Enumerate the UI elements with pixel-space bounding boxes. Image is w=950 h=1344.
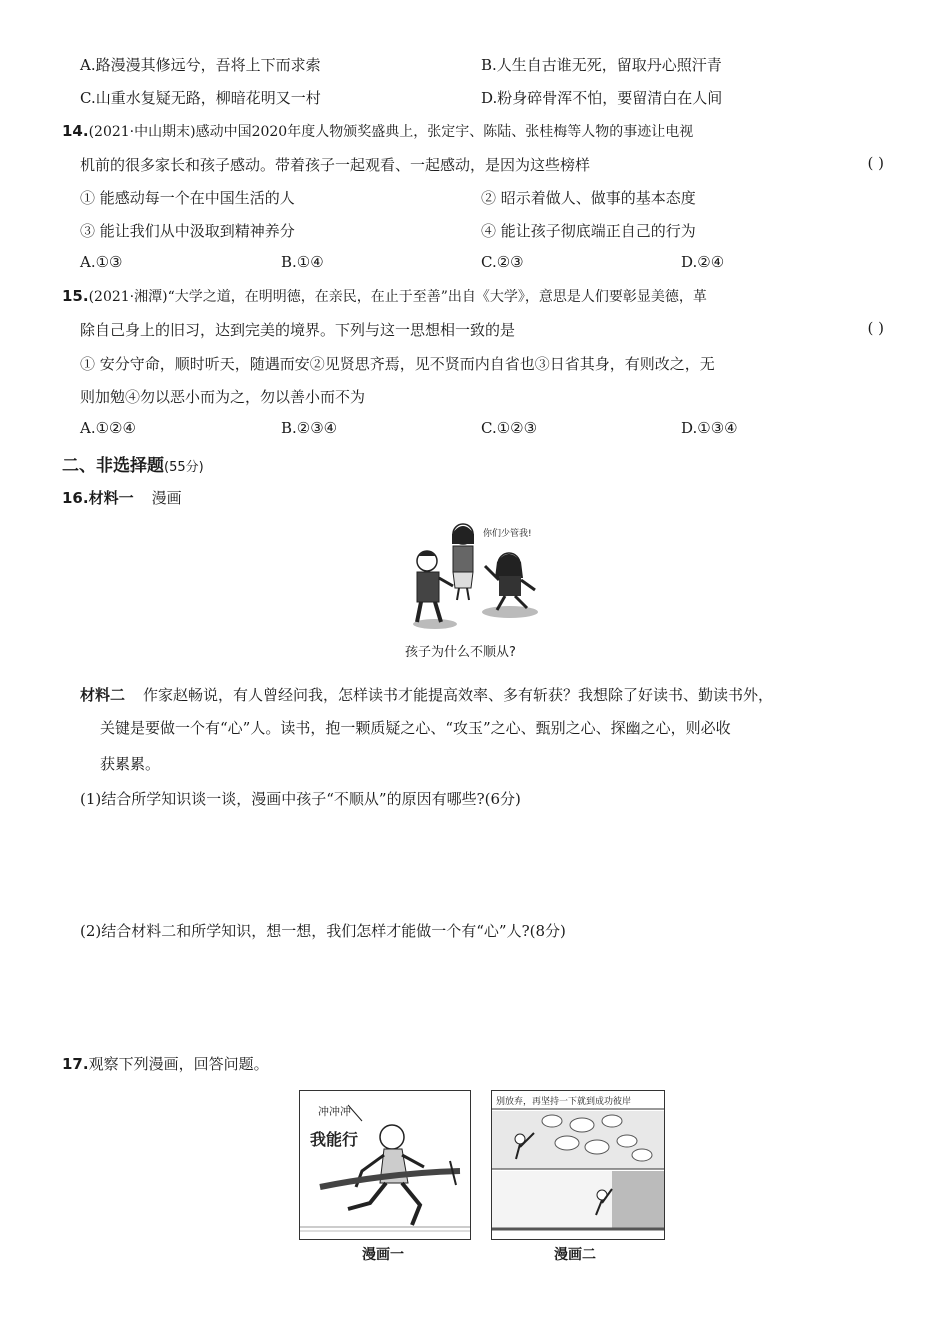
q17-comic2-caption: 漫画二	[554, 1247, 596, 1263]
q16-subquestion-1: (1)结合所学知识谈一谈，漫画中孩子“不顺从”的原因有哪些?(6分)	[80, 790, 521, 808]
section-heading	[62, 451, 204, 476]
q16-comic-bubble: 你们少管我!	[483, 529, 532, 539]
q14-item-3: ③ 能让我们从中汲取到精神养分	[80, 222, 295, 240]
q16-material2-text-line2: 关键是要做一个有“心”人。读书，抱一颗质疑之心、“攻玉”之心、甄别之心、探幽之心，则必收	[100, 719, 731, 737]
q15-text-line4: 则加勉④勿以恶小而为之，勿以善小而不为	[80, 388, 366, 406]
q16-material2-text-line1: 作家赵畅说，有人曾经问我，怎样读书才能提高效率、多有斩获？我想除了好读书、勤读书外，	[143, 686, 774, 704]
q13-option-c: C.山重水复疑无路，柳暗花明又一村	[80, 89, 321, 107]
q17-stem	[62, 1053, 269, 1074]
q15-option-c: C.①②③	[481, 419, 538, 437]
q16-material2-label: 材料二	[80, 686, 126, 704]
q16-material1-text: 漫画	[151, 489, 182, 507]
q15-text-line2: 除自己身上的旧习，达到完美的境界。下列与这一思想相一致的是	[80, 321, 516, 339]
q17-text: 观察下列漫画，回答问题。	[88, 1055, 269, 1073]
q15-stem-line1	[62, 286, 707, 306]
q17-number: 17.	[62, 1055, 89, 1073]
q13-option-d: D.粉身碎骨浑不怕，要留清白在人间	[481, 89, 723, 107]
q16-comic-drawing	[405, 516, 545, 641]
q14-option-a: A.①③	[80, 253, 123, 271]
q14-text-line2: 机前的很多家长和孩子感动。带着孩子一起观看、一起感动，是因为这些榜样	[80, 156, 591, 174]
q16-material1-label: 材料一	[88, 489, 134, 507]
q15-option-a: A.①②④	[80, 419, 136, 437]
q15-number: 15.	[62, 287, 89, 305]
q17-comic2-panel	[491, 1090, 665, 1240]
q14-answer-paren: ( )	[867, 154, 884, 172]
q14-text-line1: (2021·中山期末)感动中国2020年度人物颁奖盛典上，张定宇、陈陆、张桂梅等人物的事迹让电视	[88, 124, 694, 140]
q17-comic1-drawing	[300, 1091, 470, 1239]
q17-comic1-caption: 漫画一	[362, 1247, 404, 1263]
q15-option-b: B.②③④	[281, 419, 338, 437]
q14-option-d: D.②④	[681, 253, 725, 271]
q17-comic1-panel	[299, 1090, 471, 1240]
q16-material2-text-line3: 获累累。	[100, 755, 161, 773]
q16-material2-line1	[80, 684, 773, 705]
q13-option-a: A.路漫漫其修远兮，吾将上下而求索	[80, 56, 321, 74]
q13-option-b: B.人生自古谁无死，留取丹心照汗青	[481, 56, 722, 74]
q14-item-2: ② 昭示着做人、做事的基本态度	[481, 189, 696, 207]
q16-number: 16.	[62, 489, 89, 507]
q17-comic2-banner: 别放弃，再坚持一下就到成功彼岸	[496, 1097, 632, 1107]
q14-option-b: B.①④	[281, 253, 324, 271]
q17-comic2-drawing	[492, 1091, 664, 1239]
section-title: 二、非选择题	[62, 456, 164, 476]
q17-comic1-speech: 我能行	[310, 1130, 359, 1149]
q15-text-line3: ① 安分守命，顺时听天，随遇而安②见贤思齐焉，见不贤而内自省也③日省其身，有则改之，无	[80, 355, 715, 373]
q17-comic1-sound: 冲冲冲	[318, 1105, 351, 1118]
q16-comic-caption: 孩子为什么不顺从?	[405, 645, 516, 660]
q15-option-d: D.①③④	[681, 419, 738, 437]
q15-answer-paren: ( )	[867, 319, 884, 337]
q14-item-1: ① 能感动每一个在中国生活的人	[80, 189, 295, 207]
q16-material1-heading	[62, 487, 182, 508]
q14-stem-line1	[62, 121, 693, 141]
section-score: (55分)	[164, 460, 204, 475]
q14-item-4: ④ 能让孩子彻底端正自己的行为	[481, 222, 696, 240]
q16-subquestion-2: (2)结合材料二和所学知识，想一想，我们怎样才能做一个有“心”人?(8分)	[80, 922, 566, 940]
q14-number: 14.	[62, 122, 89, 140]
q14-option-c: C.②③	[481, 253, 524, 271]
q16-comic-image	[405, 516, 545, 641]
q15-text-line1: (2021·湘潭)“大学之道，在明明德，在亲民，在止于至善”出自《大学》，意思是人们要彰显美德，革	[88, 289, 707, 305]
